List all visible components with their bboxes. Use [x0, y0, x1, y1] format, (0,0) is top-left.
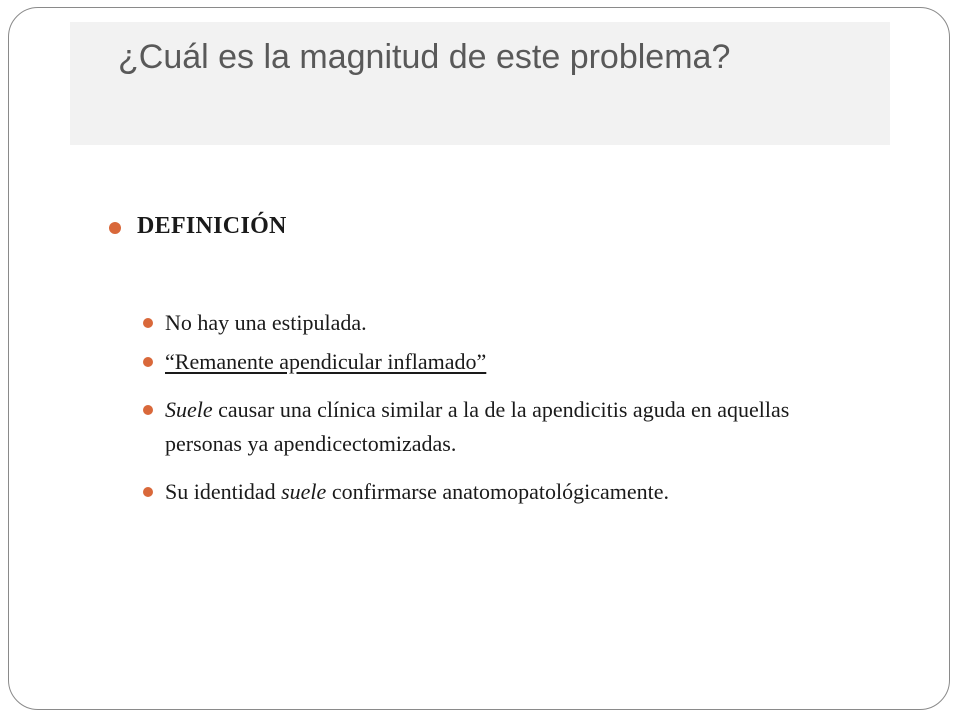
list-item-text: No hay una estipulada.: [165, 310, 367, 335]
bullet-icon: [143, 357, 153, 367]
list-item-emphasis: suele: [281, 479, 327, 504]
bullet-icon: [143, 318, 153, 328]
list-item-prefix: Su identidad: [165, 479, 282, 504]
bullet-icon: [109, 222, 121, 234]
bullet-icon: [143, 487, 153, 497]
bullet-icon: [143, 405, 153, 415]
list-item-text: “Remanente apendicular inflamado”: [165, 349, 487, 374]
list-item-text: causar una clínica similar a la de la apendicitis aguda en aquellas personas ya apendicectomizadas.: [165, 397, 790, 456]
list-item-text: confirmarse anatomopatológicamente.: [326, 479, 670, 504]
slide-title: ¿Cuál es la magnitud de este problema?: [118, 38, 731, 76]
section-heading: DEFINICIÓN: [137, 213, 287, 239]
list-item-emphasis: Suele: [165, 397, 213, 422]
list-item: [165, 306, 865, 340]
list-item: [165, 345, 865, 379]
list-item: [165, 393, 865, 461]
list-item: [165, 475, 865, 509]
